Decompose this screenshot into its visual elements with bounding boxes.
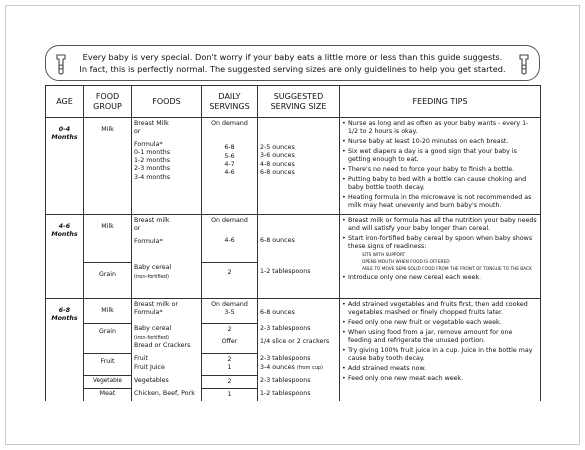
- food-group-cell: Milk: [84, 118, 132, 215]
- banner-line-1: Every baby is very special. Don't worry if your baby eats a little more or less than this guide suggests.: [82, 52, 503, 62]
- servings-cell: On demand 3-5: [202, 298, 258, 323]
- food-group-cell: Milk: [84, 214, 132, 262]
- age-cell: 6-8 Months: [46, 298, 84, 401]
- header-row: [46, 86, 541, 118]
- food-group-cell: Milk: [84, 298, 132, 323]
- servings-cell: On demand 6-8 5-6 4-7 4-6: [202, 118, 258, 215]
- feeding-guide-table: [45, 85, 541, 401]
- serving-size-cell: 1-2 tablespoons: [258, 262, 340, 298]
- age-cell: 4-6 Months: [46, 214, 84, 298]
- safety-pin-icon: [513, 52, 535, 76]
- serving-size-cell: 2-3 tablespoons: [258, 375, 340, 388]
- table-row: [46, 214, 541, 262]
- servings-cell: 1: [202, 388, 258, 401]
- table-row: [46, 298, 541, 323]
- food-group-cell: Meat: [84, 388, 132, 401]
- foods-cell: Fruit Fruit Juice: [132, 353, 202, 375]
- foods-cell: Baby cereal (iron-fortified): [132, 262, 202, 298]
- servings-cell: 2 Offer: [202, 323, 258, 353]
- serving-size-cell: 2-3 tablespoons 1/4 slice or 2 crackers: [258, 323, 340, 353]
- feeding-tips-cell: • Add strained vegetables and fruits first, then add cooked vegetables mashed or finely chopped fruits later. • Feed only one new fruit or vegetable each week. • When using food from a jar, remove amount for one feeding and refrigerate the unused portion. • Try giving 100% fruit juice in a cup. Juice in the bottle may cause baby tooth decay. • Add strained meats now. • Feed only one new meat each week.: [340, 298, 541, 401]
- feeding-tips-cell: • Nurse as long and as often as your baby wants - every 1-1/2 to 2 hours is okay. • Nurse baby at least 10-20 minutes on each breast. • Six wet diapers a day is a good sign that your baby is getting enough to eat. • There's no need to force your baby to finish a bottle. • Putting baby to bed with a bottle can cause choking and baby bottle tooth decay. • Heating formula in the microwave is not recommended as milk may heat unevenly and burn baby's mouth.: [340, 118, 541, 215]
- servings-cell: 2 1: [202, 353, 258, 375]
- serving-size-cell: 6-8 ounces: [258, 214, 340, 262]
- table-row: [46, 118, 541, 215]
- foods-cell: Breast milk or Formula*: [132, 214, 202, 262]
- banner-line-2: In fact, this is perfectly normal. The suggested serving sizes are only guidelines to help you get started.: [79, 64, 506, 74]
- food-group-cell: Grain: [84, 323, 132, 353]
- food-group-cell: Vegetable: [84, 375, 132, 388]
- food-group-cell: Grain: [84, 262, 132, 298]
- serving-size-cell: 2-5 ounces 3-6 ounces 4-8 ounces 6-8 ounces: [258, 118, 340, 215]
- servings-cell: On demand 4-6: [202, 214, 258, 262]
- foods-cell: Breast Milk or Formula* 0-1 months 1-2 months 2-3 months 3-4 months: [132, 118, 202, 215]
- foods-cell: Chicken, Beef, Pork: [132, 388, 202, 401]
- serving-size-cell: 6-8 ounces: [258, 298, 340, 323]
- safety-pin-icon: [50, 52, 72, 76]
- header-feeding-tips: FEEDING TIPS: [340, 86, 541, 118]
- foods-cell: Breast milk or Formula*: [132, 298, 202, 323]
- serving-size-cell: 1-2 tablespoons: [258, 388, 340, 401]
- header-daily-servings: DAILY SERVINGS: [202, 86, 258, 118]
- header-foods: FOODS: [132, 86, 202, 118]
- foods-cell: Vegetables: [132, 375, 202, 388]
- food-group-cell: Fruit: [84, 353, 132, 375]
- serving-size-cell: 2-3 tablespoons 3-4 ounces (from cup): [258, 353, 340, 375]
- header-food-group: FOOD GROUP: [84, 86, 132, 118]
- foods-cell: Baby cereal (iron-fortified) Bread or Crackers: [132, 323, 202, 353]
- header-age: AGE: [46, 86, 84, 118]
- age-cell: 0-4 Months: [46, 118, 84, 215]
- servings-cell: 2: [202, 375, 258, 388]
- header-serving-size: SUGGESTED SERVING SIZE: [258, 86, 340, 118]
- intro-banner: [45, 45, 540, 81]
- feeding-tips-cell: • Breast milk or formula has all the nutrition your baby needs and will satisfy your baby longer than cereal. • Start iron-fortified baby cereal by spoon when baby shows these signs of readiness: SITS WITH SUPPORT OPENS MOUTH WHEN FOOD IS OFFERED ABLE TO MOVE SEMI-SOLID FOOD FROM THE FRONT OF TONGUE TO THE BACK • Introduce only one new cereal each week.: [340, 214, 541, 298]
- servings-cell: 2: [202, 262, 258, 298]
